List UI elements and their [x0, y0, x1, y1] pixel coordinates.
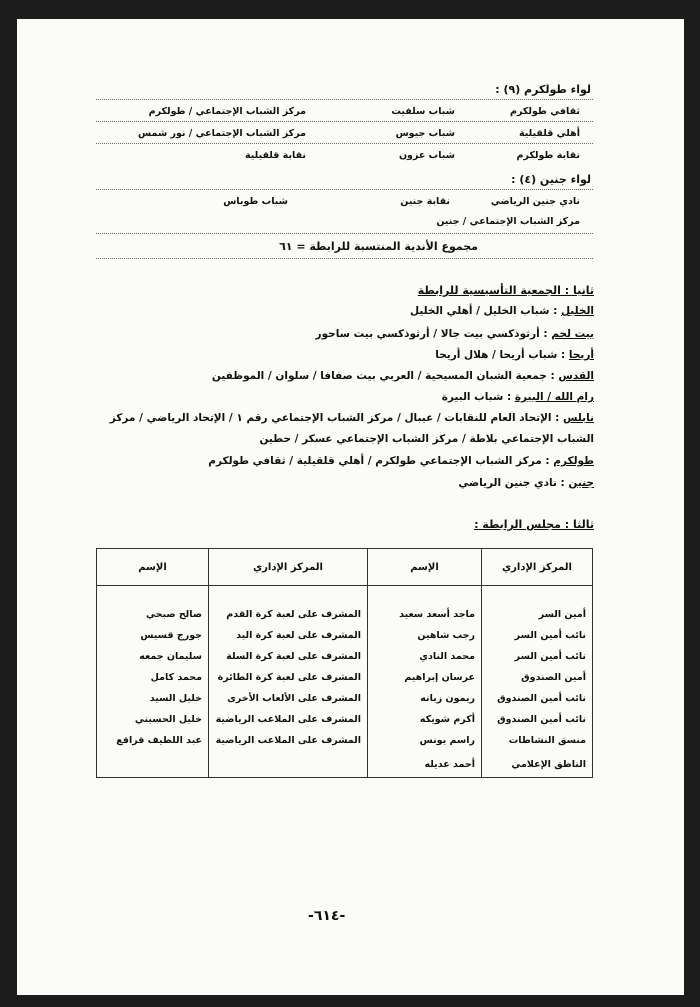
total-clubs: مجموع الأندية المنتسبة للرابطة = ٦١ — [279, 240, 478, 253]
table-row — [97, 667, 593, 688]
table-cell: رجب شاهين — [368, 625, 482, 646]
table-cell: خليل السيد — [97, 688, 209, 709]
document-page — [17, 19, 684, 995]
jenin-heading: لواء جنين (٤) : — [511, 173, 591, 186]
column-header: المركز الإداري — [209, 549, 368, 586]
table-cell: سليمان جمعه — [97, 646, 209, 667]
column-header: الإسم — [97, 549, 209, 586]
table-cell — [209, 751, 368, 778]
founding-line — [74, 349, 594, 361]
tulkarm-club: شباب سلفيت — [391, 106, 455, 117]
table-cell: المشرف على الملاعب الرياضية — [209, 709, 368, 730]
tulkarm-club: مركز الشباب الإجتماعي / نور شمس — [138, 128, 306, 139]
district-label: بيت لحم — [551, 328, 594, 340]
tulkarm-club: شباب جيوس — [395, 128, 455, 139]
table-cell: المشرف على لعبة كرة اليد — [209, 625, 368, 646]
table-cell: عرسان إبراهيم — [368, 667, 482, 688]
table-cell: أمين الصندوق — [482, 667, 593, 688]
dotted-divider — [96, 143, 593, 144]
dotted-divider — [96, 258, 593, 259]
table-cell: أمين السر — [482, 604, 593, 625]
table-cell: نائب أمين الصندوق — [482, 688, 593, 709]
tulkarm-club: مركز الشباب الإجتماعي / طولكرم — [148, 106, 306, 117]
founding-line — [74, 455, 594, 467]
table-cell: الناطق الإعلامي — [482, 751, 593, 778]
district-clubs: : أرثوذكسي بيت جالا / أرثوذكسي بيت ساحور — [315, 328, 548, 340]
jenin-club: مركز الشباب الإجتماعي / جنين — [436, 216, 580, 227]
table-row — [97, 709, 593, 730]
table-row — [97, 751, 593, 778]
table-row — [97, 730, 593, 751]
tulkarm-club: أهلي قلقيلية — [519, 128, 580, 139]
table-cell: ماجد أسعد سعيد — [368, 604, 482, 625]
table-cell: المشرف على الملاعب الرياضية — [209, 730, 368, 751]
jenin-club: نادي جنين الرياضي — [490, 196, 580, 207]
council-table — [96, 548, 593, 778]
table-row — [97, 688, 593, 709]
table-cell: أكرم شويكه — [368, 709, 482, 730]
founding-line — [74, 412, 594, 424]
table-cell: راسم يونس — [368, 730, 482, 751]
table-cell: خليل الحسيني — [97, 709, 209, 730]
district-label: جنين — [568, 477, 594, 489]
founding-line — [74, 477, 594, 489]
table-cell: محمد كامل — [97, 667, 209, 688]
district-clubs: : شباب أريحا / هلال أريحا — [435, 349, 566, 361]
founding-line — [74, 433, 594, 445]
column-header: الإسم — [368, 549, 482, 586]
table-cell: المشرف على لعبة كرة القدم — [209, 604, 368, 625]
tulkarm-club: نقابة طولكرم — [516, 150, 580, 161]
founding-line — [74, 305, 594, 317]
table-cell: منسق النشاطات — [482, 730, 593, 751]
dotted-divider — [96, 233, 593, 234]
dotted-divider — [96, 189, 593, 190]
table-cell: المشرف على لعبة كرة السلة — [209, 646, 368, 667]
table-cell: نائب أمين السر — [482, 646, 593, 667]
dotted-divider — [96, 99, 593, 100]
founding-line — [74, 391, 594, 403]
district-clubs: الشباب الإجتماعي بلاطة / مركز الشباب الإجتماعي عسكر / حطين — [259, 433, 594, 445]
district-label: نابلس — [563, 412, 594, 424]
table-cell: ريمون زبانه — [368, 688, 482, 709]
table-cell — [97, 751, 209, 778]
district-clubs: : مركز الشباب الإجتماعي طولكرم / أهلي قلقيلية / ثقافي طولكرم — [208, 455, 550, 467]
table-header-row — [97, 549, 593, 586]
district-label: القدس — [558, 370, 594, 382]
table-row — [97, 604, 593, 625]
table-cell: نائب أمين السر — [482, 625, 593, 646]
page-number: -٦١٤- — [308, 908, 346, 924]
table-spacer-row — [97, 586, 593, 605]
tulkarm-club: شباب عزون — [398, 150, 455, 161]
table-cell: المشرف على لعبة كرة الطائرة — [209, 667, 368, 688]
table-cell: المشرف على الألعاب الأخرى — [209, 688, 368, 709]
section3-title: ثالثا : مجلس الرابطة : — [474, 518, 594, 531]
district-clubs: : جمعية الشبان المسيحية / العربي بيت صفافا / سلوان / الموظفين — [211, 370, 555, 382]
district-clubs: : شباب البيرة — [441, 391, 512, 403]
column-header: المركز الإداري — [482, 549, 593, 586]
jenin-club: شباب طوباس — [223, 196, 288, 207]
table-cell: محمد النادي — [368, 646, 482, 667]
dotted-divider — [96, 121, 593, 122]
table-cell: صالح صبحي — [97, 604, 209, 625]
table-cell: نائب أمين الصندوق — [482, 709, 593, 730]
table-cell: عبد اللطيف قراقع — [97, 730, 209, 751]
table-cell: جورج قسيس — [97, 625, 209, 646]
district-label: طولكرم — [553, 455, 594, 467]
tulkarm-club: ثقافي طولكرم — [510, 106, 580, 117]
founding-line — [74, 328, 594, 340]
district-clubs: : الإتحاد العام للنقابات / عيبال / مركز الشباب الإجتماعي رقم ١ / الإتحاد الرياضي / مركز — [109, 412, 560, 424]
district-label: رام الله / البيرة — [514, 391, 594, 403]
district-clubs: : نادي جنين الرياضي — [458, 477, 565, 489]
table-row — [97, 625, 593, 646]
table-cell: أحمد عديله — [368, 751, 482, 778]
tulkarm-club: نقابة قلقيلية — [245, 150, 306, 161]
district-clubs: : شباب الخليل / أهلي الخليل — [409, 305, 558, 317]
tulkarm-heading: لواء طولكرم (٩) : — [495, 83, 591, 96]
jenin-club: نقابة جنين — [400, 196, 450, 207]
district-label: الخليل — [560, 305, 594, 317]
table-row — [97, 646, 593, 667]
section2-title: ثانيا : الجمعية التأسيسية للرابطة — [417, 284, 594, 297]
district-label: أريحا — [568, 349, 594, 361]
founding-line — [74, 370, 594, 382]
